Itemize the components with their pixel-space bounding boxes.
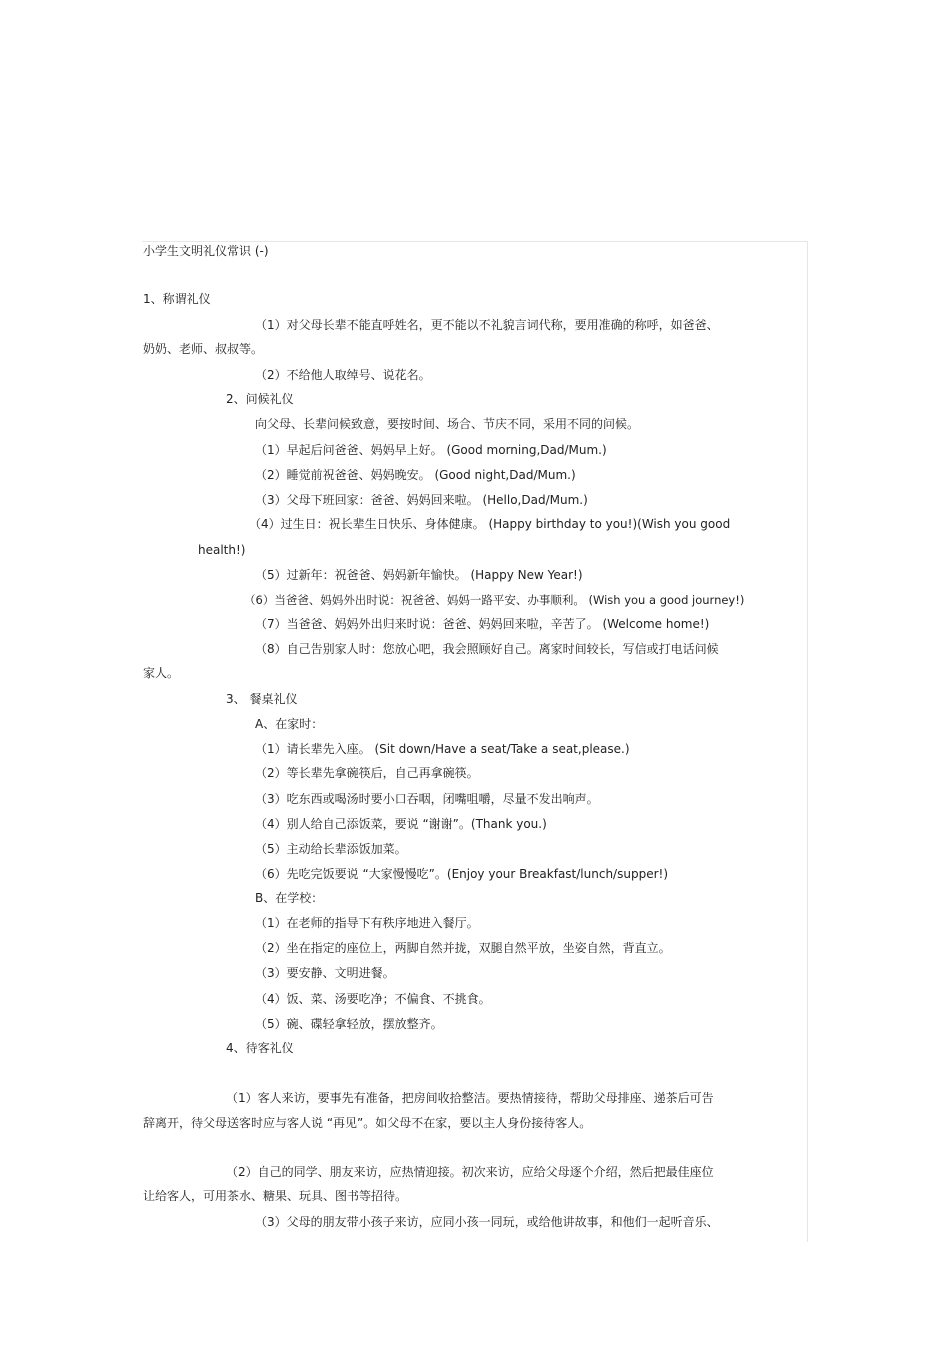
section-heading: 3、 餐桌礼仪	[226, 692, 298, 706]
text-line: 辞离开，待父母送客时应与客人说 “再见”。如父母不在家，要以主人身份接待客人。	[143, 1116, 592, 1130]
text-line: （2）等长辈先拿碗筷后，自己再拿碗筷。	[255, 766, 479, 780]
text-line: （2）不给他人取绰号、说花名。	[255, 368, 431, 382]
section-heading: 1、称谓礼仪	[143, 292, 211, 306]
text-line: （5）过新年：祝爸爸、妈妈新年愉快。 (Happy New Year!)	[255, 568, 583, 582]
subsection-heading: B、在学校：	[255, 891, 324, 905]
text-line: （5）碗、碟轻拿轻放，摆放整齐。	[255, 1017, 443, 1031]
text-line: （3）父母下班回家：爸爸、妈妈回来啦。 (Hello,Dad/Mum.)	[255, 493, 588, 507]
text-line: （2）自己的同学、朋友来访，应热情迎接。初次来访，应给父母逐个介绍，然后把最佳座位	[226, 1165, 714, 1179]
text-line: （1）在老师的指导下有秩序地进入餐厅。	[255, 916, 479, 930]
text-line: （1）早起后问爸爸、妈妈早上好。 (Good morning,Dad/Mum.)	[255, 443, 607, 457]
text-line: 奶奶、老师、叔叔等。	[143, 342, 264, 356]
text-line: （6）当爸爸、妈妈外出时说：祝爸爸、妈妈一路平安、办事顺利。 (Wish you a good journey!)	[244, 593, 745, 607]
text-line: （1）请长辈先入座。 (Sit down/Have a seat/Take a seat,please.)	[255, 742, 630, 756]
text-line: （5）主动给长辈添饭加菜。	[255, 842, 407, 856]
text-line: （3）要安静、文明进餐。	[255, 966, 395, 980]
text-line: 家人。	[143, 666, 180, 680]
text-line: （3）父母的朋友带小孩子来访，应同小孩一同玩，或给他讲故事，和他们一起听音乐、	[255, 1215, 719, 1229]
text-line: （3）吃东西或喝汤时要小口吞咽，闭嘴咀嚼，尽量不发出响声。	[255, 792, 599, 806]
text-line: （1）对父母长辈不能直呼姓名，更不能以不礼貌言词代称，要用准确的称呼，如爸爸、	[255, 318, 719, 332]
text-line: （4）过生日：祝长辈生日快乐、身体健康。 (Happy birthday to you!)(Wish you good	[249, 517, 731, 531]
section-heading: 2、问候礼仪	[226, 392, 294, 406]
text-line: （1）客人来访，要事先有准备，把房间收拾整洁。要热情接待，帮助父母排座、递茶后可告	[226, 1091, 714, 1105]
text-line: （4）别人给自己添饭菜，要说 “谢谢”。(Thank you.)	[255, 817, 547, 831]
text-line: （4）饭、菜、汤要吃净；不偏食、不挑食。	[255, 992, 491, 1006]
text-line: health!)	[198, 543, 246, 557]
text-line: （6）先吃完饭要说 “大家慢慢吃”。(Enjoy your Breakfast/lunch/supper!)	[255, 867, 668, 881]
text-line: 让给客人，可用茶水、糖果、玩具、图书等招待。	[143, 1189, 408, 1203]
text-line: 向父母、长辈问候致意，要按时间、场合、节庆不同，采用不同的问候。	[255, 417, 640, 431]
text-line: （7）当爸爸、妈妈外出归来时说：爸爸、妈妈回来啦，辛苦了。 (Welcome home!)	[255, 617, 710, 631]
subsection-heading: A、在家时：	[255, 717, 324, 731]
document-title: 小学生文明礼仪常识 (-)	[143, 244, 269, 258]
section-heading: 4、待客礼仪	[226, 1041, 294, 1055]
text-line: （8）自己告别家人时：您放心吧，我会照顾好自己。离家时间较长，写信或打电话问候	[255, 642, 719, 656]
text-line: （2）坐在指定的座位上，两脚自然并拢，双腿自然平放，坐姿自然，背直立。	[255, 941, 671, 955]
text-line: （2）睡觉前祝爸爸、妈妈晚安。 (Good night,Dad/Mum.)	[255, 468, 576, 482]
